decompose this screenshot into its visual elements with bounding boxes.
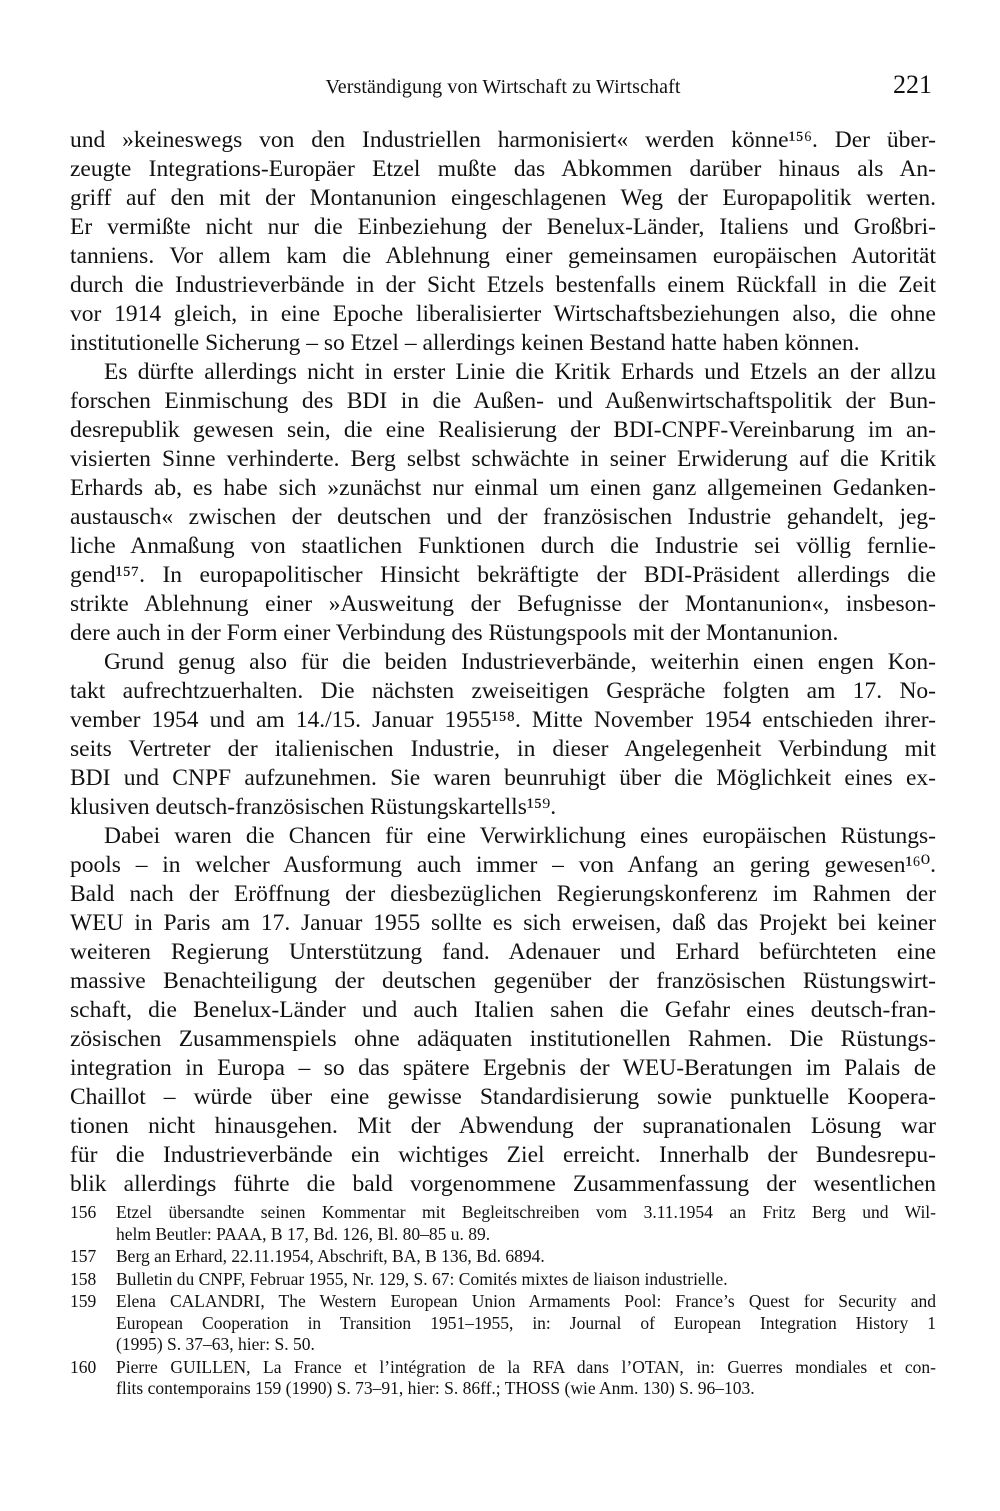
text-line: Bald nach der Eröffnung der diesbezüglichen Regierungskonferenz im Rahmen der — [70, 881, 936, 907]
footnote-line: Etzel übersandte seinen Kommentar mit Begleitschreiben vom 3.11.1954 an Fritz Berg und Wil- — [116, 1202, 936, 1222]
text-line: zeugte Integrations-Europäer Etzel mußte das Abkommen darüber hinaus als An- — [70, 156, 936, 182]
footnote — [70, 1291, 936, 1356]
footnote-line: European Cooperation in Transition 1951–1955, in: Journal of European Integration History 1 — [116, 1312, 936, 1333]
text-line: durch die Industrieverbände in der Sicht Etzels bestenfalls einem Rückfall in die Zeit — [70, 272, 936, 298]
footnote-line: Bulletin du CNPF, Februar 1955, Nr. 129, S. 67: Comités mixtes de liaison industrielle. — [116, 1268, 728, 1289]
text-line: Es dürfte allerdings nicht in erster Linie die Kritik Erhards und Etzels an der allzu — [104, 359, 936, 385]
footnote-line: Pierre GUILLEN, La France et l’intégration de la RFA dans l’OTAN, in: Guerres mondiales et con- — [116, 1356, 936, 1377]
footnote-text — [116, 1202, 936, 1245]
text-line: vor 1914 gleich, in eine Epoche liberalisierter Wirtschaftsbeziehungen also, die ohne — [70, 301, 936, 327]
text-line: BDI und CNPF aufzunehmen. Sie waren beunruhigt über die Möglichkeit eines ex- — [70, 765, 936, 791]
text-line: tionen nicht hinausgehen. Mit der Abwendung der supranationalen Lösung war — [70, 1113, 936, 1139]
text-line: pools – in welcher Ausformung auch immer – von Anfang an gering gewesen¹⁶⁰. — [70, 852, 936, 878]
text-line: blik allerdings führte die bald vorgenommene Zusammenfassung der wesentlichen — [70, 1171, 936, 1197]
text-line: integration in Europa – so das spätere Ergebnis der WEU-Beratungen im Palais de — [70, 1055, 936, 1081]
text-line: Dabei waren die Chancen für eine Verwirklichung eines europäischen Rüstungs- — [104, 823, 936, 849]
footnotes — [70, 1202, 936, 1401]
page-number: 221 — [893, 70, 932, 99]
text-line: liche Anmaßung von staatlichen Funktionen durch die Industrie sei völlig fernlie- — [70, 533, 936, 559]
footnote-line: Berg an Erhard, 22.11.1954, Abschrift, BA, B 136, Bd. 6894. — [116, 1246, 545, 1266]
footnote — [70, 1269, 936, 1291]
footnote-line: Elena CALANDRI, The Western European Union Armaments Pool: France’s Quest for Security and — [116, 1291, 936, 1311]
text-line: schaft, die Benelux-Länder und auch Italien sahen die Gefahr eines deutsch-fran- — [70, 997, 936, 1023]
footnote-text — [116, 1291, 936, 1356]
text-line: dere auch in der Form einer Verbindung des Rüstungspools mit der Montanunion. — [70, 620, 839, 646]
page-header — [70, 70, 936, 106]
text-line: Erhards ab, es habe sich »zunächst nur einmal um einen ganz allgemeinen Gedanken- — [70, 475, 936, 501]
footnote-number: 159 — [70, 1291, 97, 1311]
text-line: klusiven deutsch-französischen Rüstungskartells¹⁵⁹. — [70, 794, 557, 820]
text-line: vember 1954 und am 14./15. Januar 1955¹⁵⁸. Mitte November 1954 entschieden ihrer- — [70, 707, 936, 733]
text-line: forschen Einmischung des BDI in die Außen- und Außenwirtschaftspolitik der Bun- — [70, 388, 936, 414]
text-line: für die Industrieverbände ein wichtiges Ziel erreicht. Innerhalb der Bundesrepu- — [70, 1142, 936, 1168]
text-line: Chaillot – würde über eine gewisse Standardisierung sowie punktuelle Koopera- — [70, 1084, 936, 1110]
text-line: Er vermißte nicht nur die Einbeziehung der Benelux-Länder, Italiens und Großbri- — [70, 214, 936, 240]
footnote-line: (1995) S. 37–63, hier: S. 50. — [116, 1334, 315, 1354]
footnote-number: 157 — [70, 1246, 97, 1266]
text-line: griff auf den mit der Montanunion eingeschlagenen Weg der Europapolitik werten. — [70, 185, 936, 211]
text-line: massive Benachteiligung der deutschen gegenüber der französischen Rüstungswirt- — [70, 968, 936, 994]
footnote-text — [116, 1357, 936, 1400]
footnote — [70, 1246, 936, 1268]
footnote-number: 158 — [70, 1268, 97, 1289]
footnote-number: 156 — [70, 1202, 97, 1222]
text-line: weiteren Regierung Unterstützung fand. Adenauer und Erhard befürchteten eine — [70, 939, 936, 965]
text-line: austausch« zwischen der deutschen und der französischen Industrie gehandelt, jeg- — [70, 504, 936, 530]
text-line: seits Vertreter der italienischen Industrie, in dieser Angelegenheit Verbindung mit — [70, 736, 936, 762]
footnote — [70, 1357, 936, 1400]
text-line: desrepublik gewesen sein, die eine Realisierung der BDI-CNPF-Vereinbarung im an- — [70, 417, 936, 443]
footnote-line: helm Beutler: PAAA, B 17, Bd. 126, Bl. 80–85 u. 89. — [116, 1223, 491, 1244]
footnote-text — [116, 1269, 936, 1291]
footnote — [70, 1202, 936, 1245]
text-line: visierten Sinne verhinderte. Berg selbst schwächte in seiner Erwiderung auf die Kritik — [70, 446, 936, 472]
body-text — [70, 126, 936, 1199]
text-line: und »keineswegs von den Industriellen harmonisiert« werden könne¹⁵⁶. Der über- — [70, 127, 936, 153]
text-line: gend¹⁵⁷. In europapolitischer Hinsicht bekräftigte der BDI-Präsident allerdings die — [70, 562, 936, 588]
text-line: strikte Ablehnung einer »Ausweitung der Befugnisse der Montanunion«, insbeson- — [70, 591, 936, 617]
text-line: WEU in Paris am 17. Januar 1955 sollte es sich erweisen, daß das Projekt bei keiner — [70, 910, 936, 936]
text-line: zösischen Zusammenspiels ohne adäquaten institutionellen Rahmen. Die Rüstungs- — [70, 1026, 936, 1052]
text-line: takt aufrechtzuerhalten. Die nächsten zweiseitigen Gespräche folgten am 17. No- — [70, 678, 936, 704]
footnote-number: 160 — [70, 1356, 97, 1377]
footnote-line: flits contemporains 159 (1990) S. 73–91, hier: S. 86ff.; THOSS (wie Anm. 130) S. 96–103. — [116, 1378, 755, 1398]
text-line: Grund genug also für die beiden Industrieverbände, weiterhin einen engen Kon- — [104, 649, 936, 675]
footnote-text — [116, 1246, 936, 1268]
text-line: tanniens. Vor allem kam die Ablehnung einer gemeinsamen europäischen Autorität — [70, 243, 936, 269]
running-title: Verständigung von Wirtschaft zu Wirtschaft — [325, 76, 681, 98]
text-line: institutionelle Sicherung – so Etzel – allerdings keinen Bestand hatte haben können. — [70, 330, 860, 356]
